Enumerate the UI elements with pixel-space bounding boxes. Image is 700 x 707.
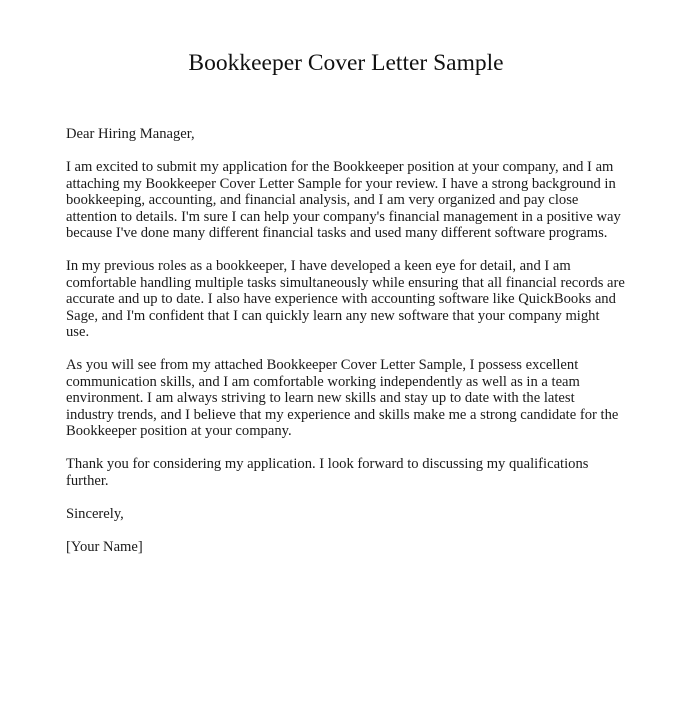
signature: [Your Name]	[66, 538, 143, 555]
paragraph-2: In my previous roles as a bookkeeper, I have developed a keen eye for detail, and I am comfortable handling multiple tasks simultaneously while ensuring that all financial records are accurate and up to date. I also have experience with accounting software like QuickBooks and Sage, and I'm confident that I can quickly learn any new software that your company might use.	[66, 258, 625, 340]
closing: Sincerely,	[66, 505, 124, 522]
salutation: Dear Hiring Manager,	[66, 126, 195, 142]
letter-body	[66, 126, 626, 572]
paragraph-4: Thank you for considering my application. I look forward to discussing my qualifications further.	[66, 456, 589, 489]
paragraph-1: I am excited to submit my application for the Bookkeeper position at your company, and I am attaching my Bookkeeper Cover Letter Sample for your review. I have a strong background in bookkeeping, accounting, and financial analysis, and I am very organized and pay close attention to details. I'm sure I can help your company's financial management in a positive way because I've done many different financial tasks and used many different software programs.	[66, 159, 621, 241]
document-title: Bookkeeper Cover Letter Sample	[188, 50, 504, 76]
paragraph-3: As you will see from my attached Bookkeeper Cover Letter Sample, I possess excellent communication skills, and I am comfortable working independently as well as in a team environment. I am always striving to learn new skills and stay up to date with the latest industry trends, and I believe that my experience and skills make me a strong candidate for the Bookkeeper position at your company.	[66, 357, 619, 439]
